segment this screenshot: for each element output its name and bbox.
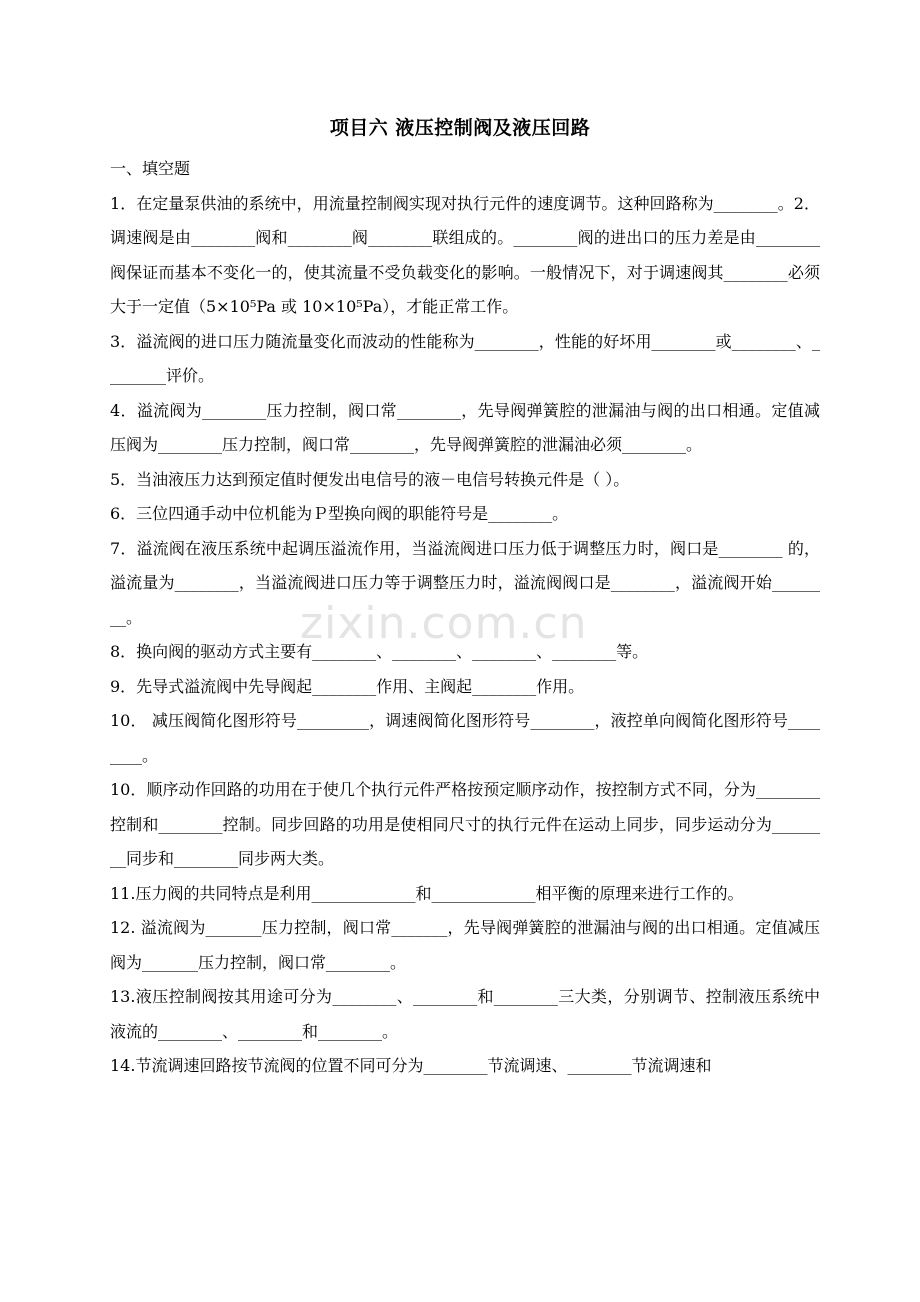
page-title: 项目六 液压控制阀及液压回路 xyxy=(329,117,591,139)
question-10a: 10． 减压阀简化图形符号_________，调速阀简化图形符号________，液控单向阀简化图形符号________。 xyxy=(110,711,820,765)
question-10b: 10．顺序动作回路的功用在于使几个执行元件严格按预定顺序动作，按控制方式不同，分为________控制和________控制。同步回路的功用是使相同尺寸的执行元件在运动上同步，同步运动分为________同步和________同步两大类。 xyxy=(110,780,820,868)
question-8: 8．换向阀的驱动方式主要有________、________、________、________等。 xyxy=(110,642,649,661)
question-4: 4．溢流阀为________压力控制，阀口常________，先导阀弹簧腔的泄漏油与阀的出口相通。定值减压阀为________压力控制，阀口常________，先导阀弹簧腔的泄漏油必须________。 xyxy=(110,400,820,454)
question-7: 7．溢流阀在液压系统中起调压溢流作用，当溢流阀进口压力低于调整压力时，阀口是________ 的，溢流量为________，当溢流阀进口压力等于调整压力时，溢流阀阀口是________，溢流阀开始________。 xyxy=(110,538,820,627)
question-3: 3．溢流阀的进口压力随流量变化而波动的性能称为________，性能的好坏用________或________、________评价。 xyxy=(110,331,820,385)
question-9: 9．先导式溢流阀中先导阀起________作用、主阀起________作用。 xyxy=(110,676,585,696)
question-14: 14.节流调速回路按节流阀的位置不同可分为________节流调速、________节流调速和 xyxy=(110,1056,712,1075)
question-13: 13.液压控制阀按其用途可分为________、________和________三大类，分别调节、控制液压系统中液流的________、________和________。 xyxy=(110,987,820,1041)
watermark: zixin.com.cn xyxy=(300,598,588,649)
question-12: 12. 溢流阀为_______压力控制，阀口常_______，先导阀弹簧腔的泄漏油与阀的出口相通。定值减压阀为_______压力控制，阀口常________。 xyxy=(110,918,820,972)
question-1-2: 1．在定量泵供油的系统中，用流量控制阀实现对执行元件的速度调节。这种回路称为________。2．调速阀是由________阀和________阀________联组成的。________阀的进出口的压力差是由________阀保证而基本不变化一的，使其流量不受负载变化的影响。一般情况下，对于调速阀其________必须大于一定值（5×10⁵Pa 或 10×10⁵Pa），才能正常工作。 xyxy=(110,193,820,316)
document-body xyxy=(110,152,820,1084)
section-heading: 一、填空题 xyxy=(110,159,191,178)
question-5: 5．当油液压力达到预定值时便发出电信号的液－电信号转换元件是（ ）。 xyxy=(110,469,630,489)
question-6: 6．三位四通手动中位机能为Ｐ型换向阀的职能符号是________。 xyxy=(110,504,569,523)
question-11: 11.压力阀的共同特点是利用_____________和_____________相平衡的原理来进行工作的。 xyxy=(110,883,744,903)
